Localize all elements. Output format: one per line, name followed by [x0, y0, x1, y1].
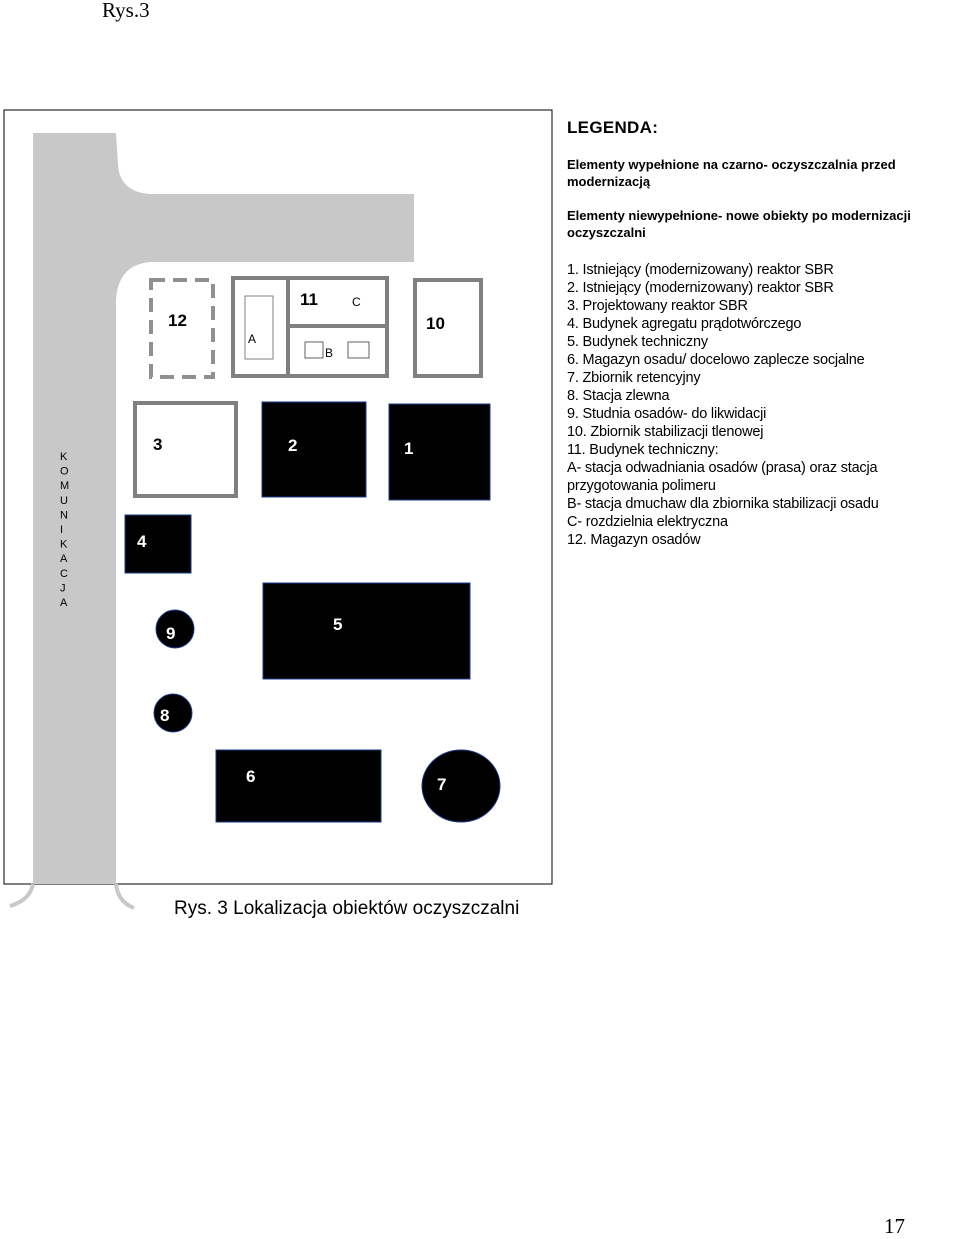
object-3-label: 3	[153, 435, 163, 454]
object-11-b-label: B	[325, 346, 334, 360]
object-6-label: 6	[246, 767, 256, 786]
road-letter: M	[60, 480, 70, 493]
legend-item: 3. Projektowany reaktor SBR	[567, 298, 748, 314]
object-9-label: 9	[166, 624, 176, 643]
road-letter: A	[60, 597, 68, 609]
legend-item: 9. Studnia osadów- do likwidacji	[567, 406, 767, 422]
object-12-label: 12	[168, 311, 187, 330]
legend	[567, 118, 957, 549]
figure-label: Rys.3	[102, 0, 150, 22]
road-letter: A	[60, 553, 68, 566]
legend-item: 10. Zbiornik stabilizacji tlenowej	[567, 424, 764, 440]
object-11-label: 11	[300, 290, 318, 309]
road-letter: O	[60, 465, 69, 478]
object-10-label: 10	[426, 314, 445, 333]
object-3	[135, 403, 236, 496]
legend-item: 5. Budynek techniczny	[567, 334, 708, 350]
road-letter: I	[60, 524, 64, 536]
legend-item: 7. Zbiornik retencyjny	[567, 370, 701, 386]
legend-filled-note: Elementy wypełnione na czarno- oczyszczalnia przed modernizacją	[567, 157, 896, 189]
object-2	[262, 402, 366, 497]
object-2-label: 2	[288, 436, 298, 455]
legend-item: 4. Budynek agregatu prądotwórczego	[567, 316, 802, 332]
object-7	[422, 750, 500, 822]
legend-title: LEGENDA:	[567, 118, 659, 137]
legend-item: 6. Magazyn osadu/ docelowo zaplecze socjalne	[567, 352, 865, 368]
legend-item: B- stacja dmuchaw dla zbiornika stabilizacji osadu	[567, 496, 879, 512]
object-11-b2	[348, 342, 369, 358]
road-letter: U	[60, 494, 68, 507]
page-number: 17	[884, 1214, 905, 1238]
legend-item: 11. Budynek techniczny:	[567, 442, 719, 458]
road-letter: K	[60, 538, 68, 551]
object-1-label: 1	[404, 439, 414, 458]
road-letter: K	[60, 451, 68, 463]
legend-item: C- rozdzielnia elektryczna	[567, 514, 728, 530]
road-edge-left	[10, 884, 33, 906]
road-edge-right	[116, 884, 134, 908]
road-letter: C	[60, 567, 68, 580]
object-4	[125, 515, 191, 573]
object-11-a-label: A	[248, 332, 257, 346]
legend-item: 1. Istniejący (modernizowany) reaktor SBR	[567, 262, 834, 278]
legend-items	[567, 261, 957, 549]
legend-item: 12. Magazyn osadów	[567, 532, 701, 548]
object-5	[263, 583, 470, 679]
road-letter: J	[60, 582, 66, 595]
object-11-c-label: C	[352, 295, 361, 309]
object-7-label: 7	[437, 775, 447, 794]
object-6	[216, 750, 381, 822]
object-8-label: 8	[160, 706, 170, 725]
legend-item: 2. Istniejący (modernizowany) reaktor SBR	[567, 280, 834, 296]
object-10	[415, 280, 481, 376]
object-5-label: 5	[333, 615, 343, 634]
legend-item: przygotowania polimeru	[567, 478, 716, 494]
figure-caption: Rys. 3 Lokalizacja obiektów oczyszczalni	[174, 898, 520, 919]
legend-unfilled-note: Elementy niewypełnione- nowe obiekty po modernizacji oczyszczalni	[567, 208, 911, 240]
legend-item: A- stacja odwadniania osadów (prasa) oraz stacja	[567, 460, 878, 476]
object-11-b1	[305, 342, 323, 358]
object-4-label: 4	[137, 532, 147, 551]
object-11-a	[245, 296, 273, 359]
legend-item: 8. Stacja zlewna	[567, 388, 670, 404]
road-letter: N	[60, 509, 68, 522]
